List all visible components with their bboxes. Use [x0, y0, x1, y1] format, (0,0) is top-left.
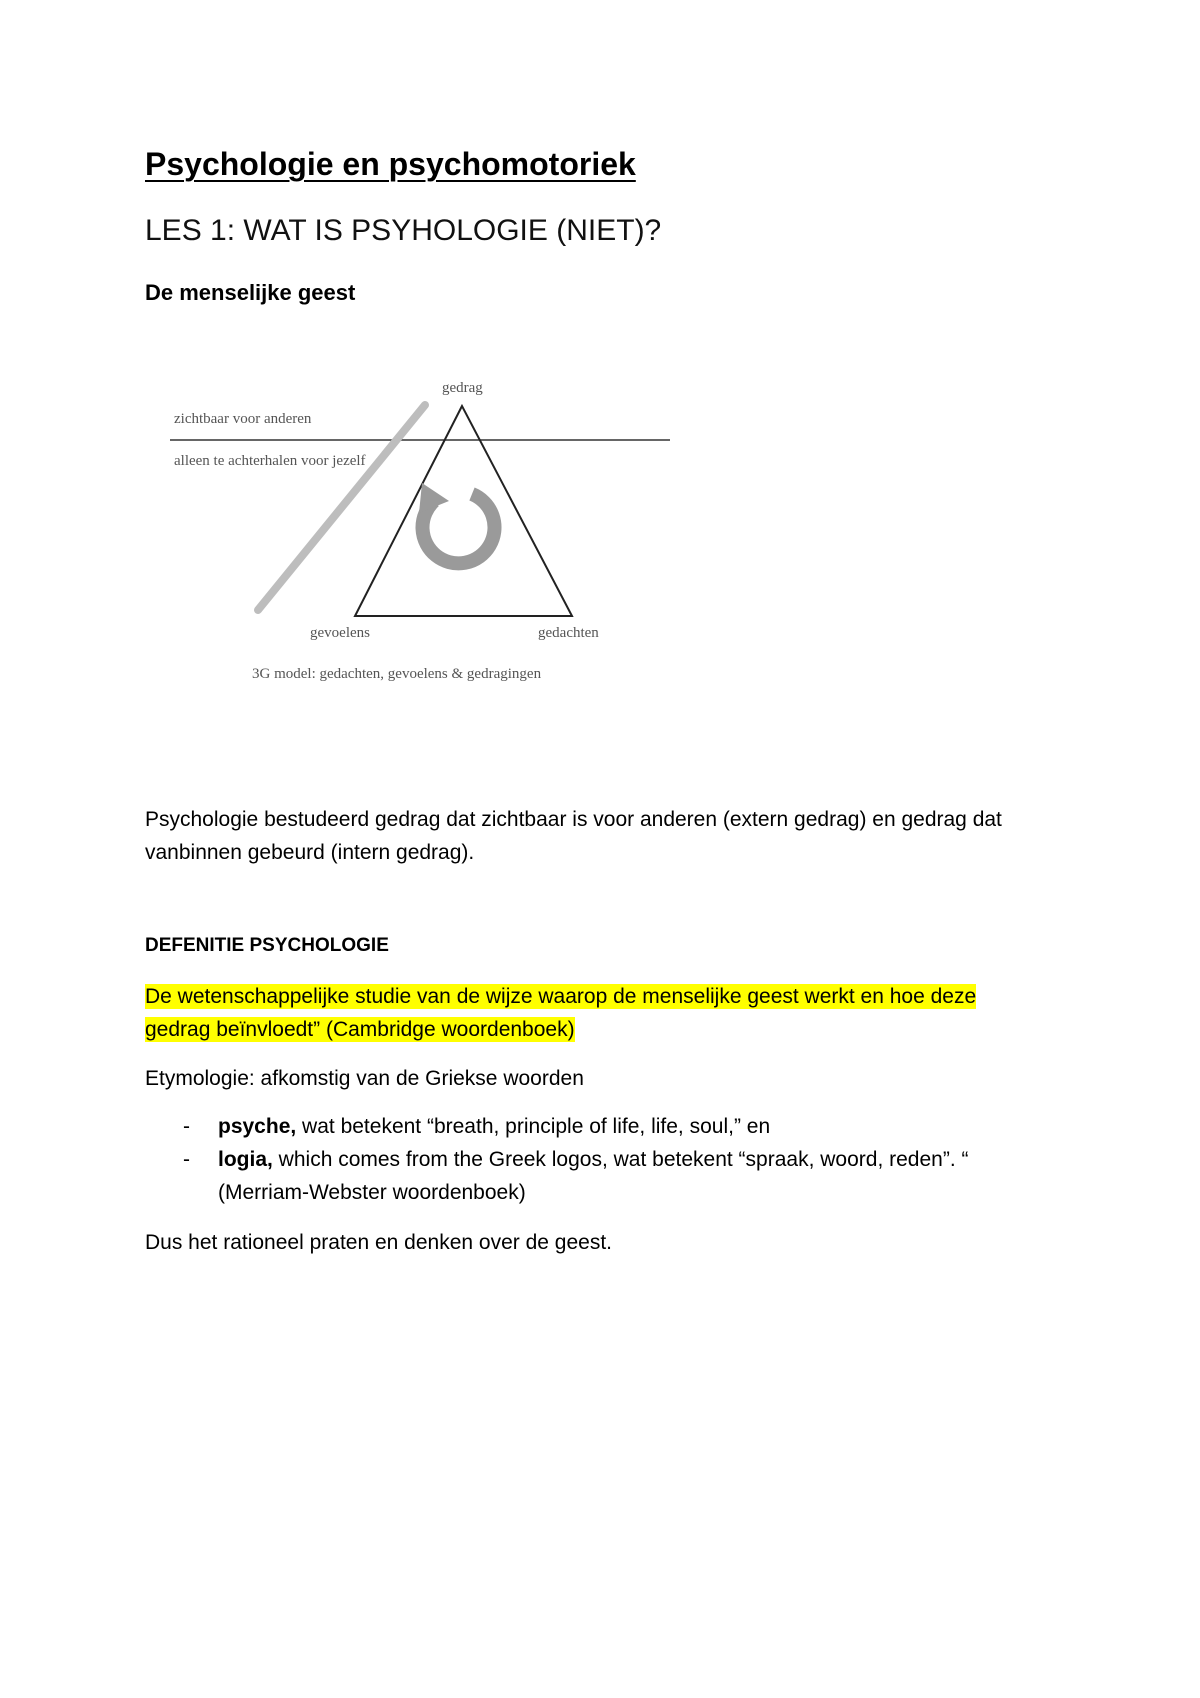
paragraph-psychologie: Psychologie bestudeerd gedrag dat zichtbaar is voor anderen (extern gedrag) en gedrag dat vanbinnen gebeurd (intern gedrag). — [145, 808, 1002, 864]
bullet-text: wat betekent “breath, principle of life, life, soul,” en — [296, 1115, 771, 1138]
label-visible: zichtbaar voor anderen — [174, 411, 312, 427]
label-gevoelens: gevoelens — [310, 625, 370, 641]
label-hidden: alleen te achterhalen voor jezelf — [174, 453, 366, 469]
bullet-term: logia, — [218, 1148, 273, 1171]
triangle-shape — [355, 406, 572, 616]
conclusion-text: Dus het rationeel praten en denken over de geest. — [145, 1231, 612, 1254]
definition-heading: DEFENITIE PSYCHOLOGIE — [145, 935, 389, 956]
lesson-heading: LES 1: WAT IS PSYHOLOGIE (NIET)? — [145, 214, 662, 247]
section-heading: De menselijke geest — [145, 280, 356, 305]
label-gedrag: gedrag — [442, 380, 483, 396]
etymology-list — [145, 1110, 1045, 1209]
document-title: Psychologie en psychomotoriek — [145, 146, 636, 182]
label-gedachten: gedachten — [538, 625, 599, 641]
3g-model-diagram — [170, 365, 730, 700]
definition-line-2: gedrag beïnvloedt” (Cambridge woordenboek) — [145, 1018, 575, 1041]
bullet-dash: - — [183, 1115, 190, 1138]
list-item — [145, 1110, 1045, 1143]
definition-text — [145, 980, 1045, 1046]
definition-line-1: De wetenschappelijke studie van de wijze waarop de menselijke geest werkt en hoe deze — [145, 985, 977, 1008]
diagram-caption: 3G model: gedachten, gevoelens & gedragingen — [252, 666, 542, 682]
bullet-term: psyche, — [218, 1115, 297, 1138]
bullet-text: which comes from the Greek logos, wat betekent “spraak, woord, reden”. “ (Merriam-Webster woordenboek) — [218, 1148, 969, 1204]
triangle-edge-shadow — [258, 405, 425, 610]
bullet-dash: - — [183, 1148, 190, 1171]
list-item — [145, 1143, 1045, 1209]
etymology-intro: Etymologie: afkomstig van de Griekse woorden — [145, 1067, 584, 1090]
